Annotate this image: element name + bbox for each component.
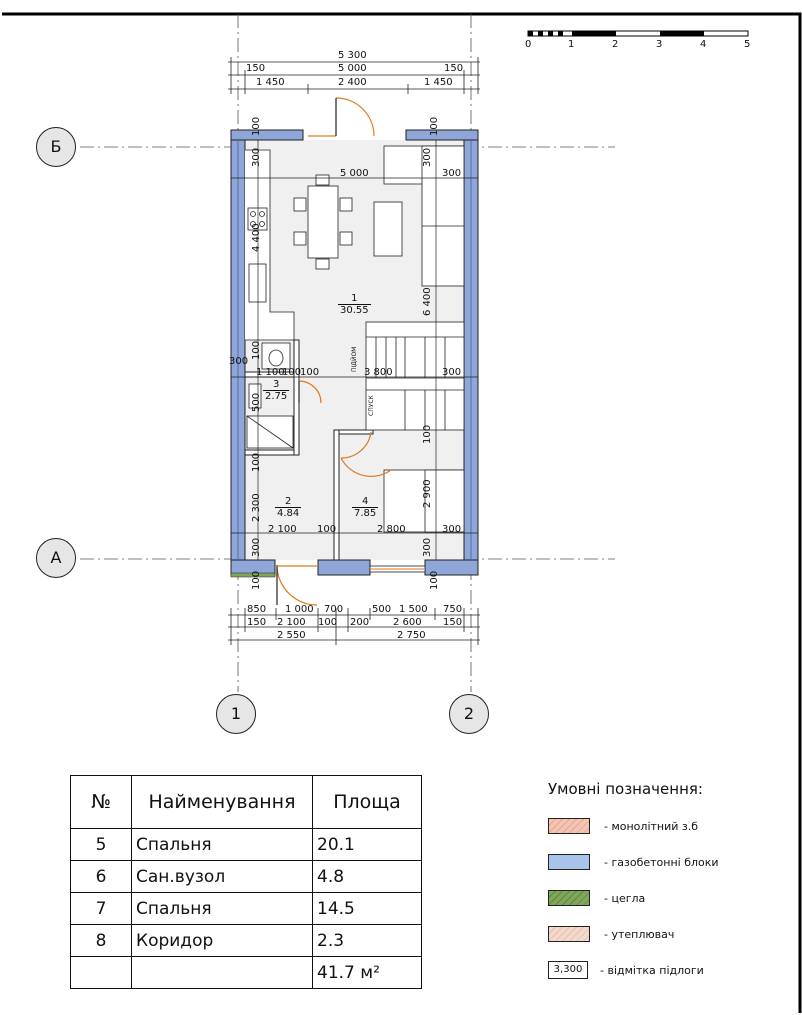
dim-bottom-row3-2: 2 750: [397, 630, 426, 641]
bottom-window: [370, 566, 425, 572]
room-area: 4.84: [277, 508, 300, 519]
dim-bottom-row1-1: 850: [247, 604, 267, 615]
cell-area: 14.5: [313, 893, 422, 925]
dim-left-4400: 4 400: [251, 223, 262, 252]
legend-label: - газобетонні блоки: [604, 855, 719, 869]
axis-bubble-a: А: [36, 538, 76, 578]
dim-right-6400: 6 400: [422, 287, 433, 316]
room-area: 2.75: [265, 391, 288, 402]
dim-left-500: 500: [251, 392, 262, 412]
cell-name: Коридор: [132, 925, 313, 957]
swatch-aerated-blocks: [548, 854, 590, 870]
scale-tick-4: 4: [700, 39, 707, 50]
dim-top-row2-2: 2 400: [338, 77, 367, 88]
dim-bottom-row2-5: 2 600: [393, 617, 422, 628]
table-total-row: [71, 957, 422, 989]
col-header-number: №: [71, 776, 132, 829]
swatch-monolithic-concrete: [548, 818, 590, 834]
dim-mid-100b: 100: [300, 367, 320, 378]
cell-number: 6: [71, 861, 132, 893]
dim-left-100: 100: [251, 340, 262, 360]
floor-level-mark: 3,300: [548, 961, 588, 979]
legend-label: - відмітка підлоги: [600, 963, 704, 977]
dim-bottom-row2-3: 100: [318, 617, 338, 628]
swatch-brick: [548, 890, 590, 906]
scale-tick-3: 3: [656, 39, 663, 50]
dim-bottom-row3-1: 2 550: [277, 630, 306, 641]
axis-bubble-1: 1: [216, 694, 256, 734]
stair-label-down: СПУСК: [368, 395, 375, 416]
dim-bottom-row1-2: 1 000: [285, 604, 314, 615]
dim-wall-300-mid: 300: [442, 367, 462, 378]
dim-top-total: 5 300: [338, 50, 367, 61]
dim-top-edge-right: 150: [444, 63, 464, 74]
room-number: 4: [352, 496, 378, 508]
room-number: 2: [275, 496, 301, 508]
dim-right-100b: 100: [251, 452, 262, 472]
legend-label: - монолітний з.б: [604, 819, 699, 833]
dim-bottom-row2-1: 150: [247, 617, 267, 628]
dim-bottom-row2-6: 150: [443, 617, 463, 628]
dim-vert-300-top-right: 300: [422, 147, 433, 167]
legend-item: [548, 808, 788, 844]
dim-right-100a: 100: [422, 424, 433, 444]
table-row: [71, 925, 422, 957]
dim-vert-100-top-left: 100: [251, 116, 262, 136]
scale-tick-2: 2: [612, 39, 619, 50]
room-area: 30.55: [340, 305, 369, 316]
cell-area: 2.3: [313, 925, 422, 957]
swatch-insulation: [548, 926, 590, 942]
dim-bottom-row1-5: 1 500: [399, 604, 428, 615]
dim-vert-100-top-right: 100: [429, 116, 440, 136]
legend-item: [548, 880, 788, 916]
legend-item: [548, 952, 788, 988]
room-label-4: [352, 496, 378, 519]
legend-item: [548, 844, 788, 880]
cell-name: Сан.вузол: [132, 861, 313, 893]
cell-area: 20.1: [313, 829, 422, 861]
dim-mid-2800: 2 800: [377, 524, 406, 535]
room-area: 7.85: [354, 508, 377, 519]
dim-top-edge-left: 150: [246, 63, 266, 74]
cell-number: 5: [71, 829, 132, 861]
dim-mid-2100: 2 100: [268, 524, 297, 535]
stair-label-up: ПІДЙОМ: [351, 346, 358, 372]
legend-item: [548, 916, 788, 952]
legend-title: Умовні позначення:: [548, 780, 703, 798]
dim-wall-300-right-top: 300: [442, 168, 462, 179]
cell-name: Спальня: [132, 893, 313, 925]
room-number: 3: [263, 379, 289, 391]
dim-vert-300-top-left: 300: [251, 147, 262, 167]
cell-name: Спальня: [132, 829, 313, 861]
dim-wall-300-bottom: 300: [442, 524, 462, 535]
room-label-3: [263, 379, 289, 402]
cell-total-area: 41.7 м²: [313, 957, 422, 989]
room-label-2: [275, 496, 301, 519]
dim-vert-100-bottom-left: 100: [251, 570, 262, 590]
room-schedule-table: [70, 775, 422, 989]
dim-top-row2-1: 1 450: [256, 77, 285, 88]
cell-area: 4.8: [313, 861, 422, 893]
scale-bar: [528, 31, 748, 36]
scale-tick-0: 0: [525, 39, 532, 50]
col-header-area: Площа: [313, 776, 422, 829]
dim-mid-1100: 1 100: [256, 367, 285, 378]
cell-number: 8: [71, 925, 132, 957]
dim-vert-100-bottom-right: 100: [429, 570, 440, 590]
dim-inner-width: 5 000: [340, 168, 369, 179]
scale-tick-5: 5: [744, 39, 751, 50]
scale-tick-1: 1: [568, 39, 575, 50]
dim-vert-300-bottom-right: 300: [422, 537, 433, 557]
dim-top-middle: 5 000: [338, 63, 367, 74]
table-row: [71, 861, 422, 893]
table-row: [71, 893, 422, 925]
axis-bubble-2: 2: [449, 694, 489, 734]
dim-left-300: 300: [229, 356, 249, 367]
col-header-name: Найменування: [132, 776, 313, 829]
dim-bottom-row1-4: 500: [372, 604, 392, 615]
table-header-row: [71, 776, 422, 829]
cell-number: 7: [71, 893, 132, 925]
dim-bottom-row2-2: 2 100: [277, 617, 306, 628]
dim-bottom-row2-4: 200: [350, 617, 370, 628]
dim-mid-100a: 100: [282, 367, 302, 378]
dim-bottom-row1-6: 750: [443, 604, 463, 615]
dim-bottom-row1-3: 700: [324, 604, 344, 615]
dim-mid-100c: 100: [317, 524, 337, 535]
axis-bubble-b: Б: [36, 127, 76, 167]
table-row: [71, 829, 422, 861]
room-number: 1: [338, 293, 371, 305]
dim-mid-3800: 3 800: [364, 367, 393, 378]
dim-top-row2-3: 1 450: [424, 77, 453, 88]
dim-left-2300: 2 300: [251, 493, 262, 522]
room-label-1: [338, 293, 371, 316]
dim-right-2900: 2 900: [422, 479, 433, 508]
legend: [548, 780, 788, 988]
legend-label: - утеплювач: [604, 927, 675, 941]
dim-vert-300-bottom-left: 300: [251, 537, 262, 557]
legend-label: - цегла: [604, 891, 646, 905]
